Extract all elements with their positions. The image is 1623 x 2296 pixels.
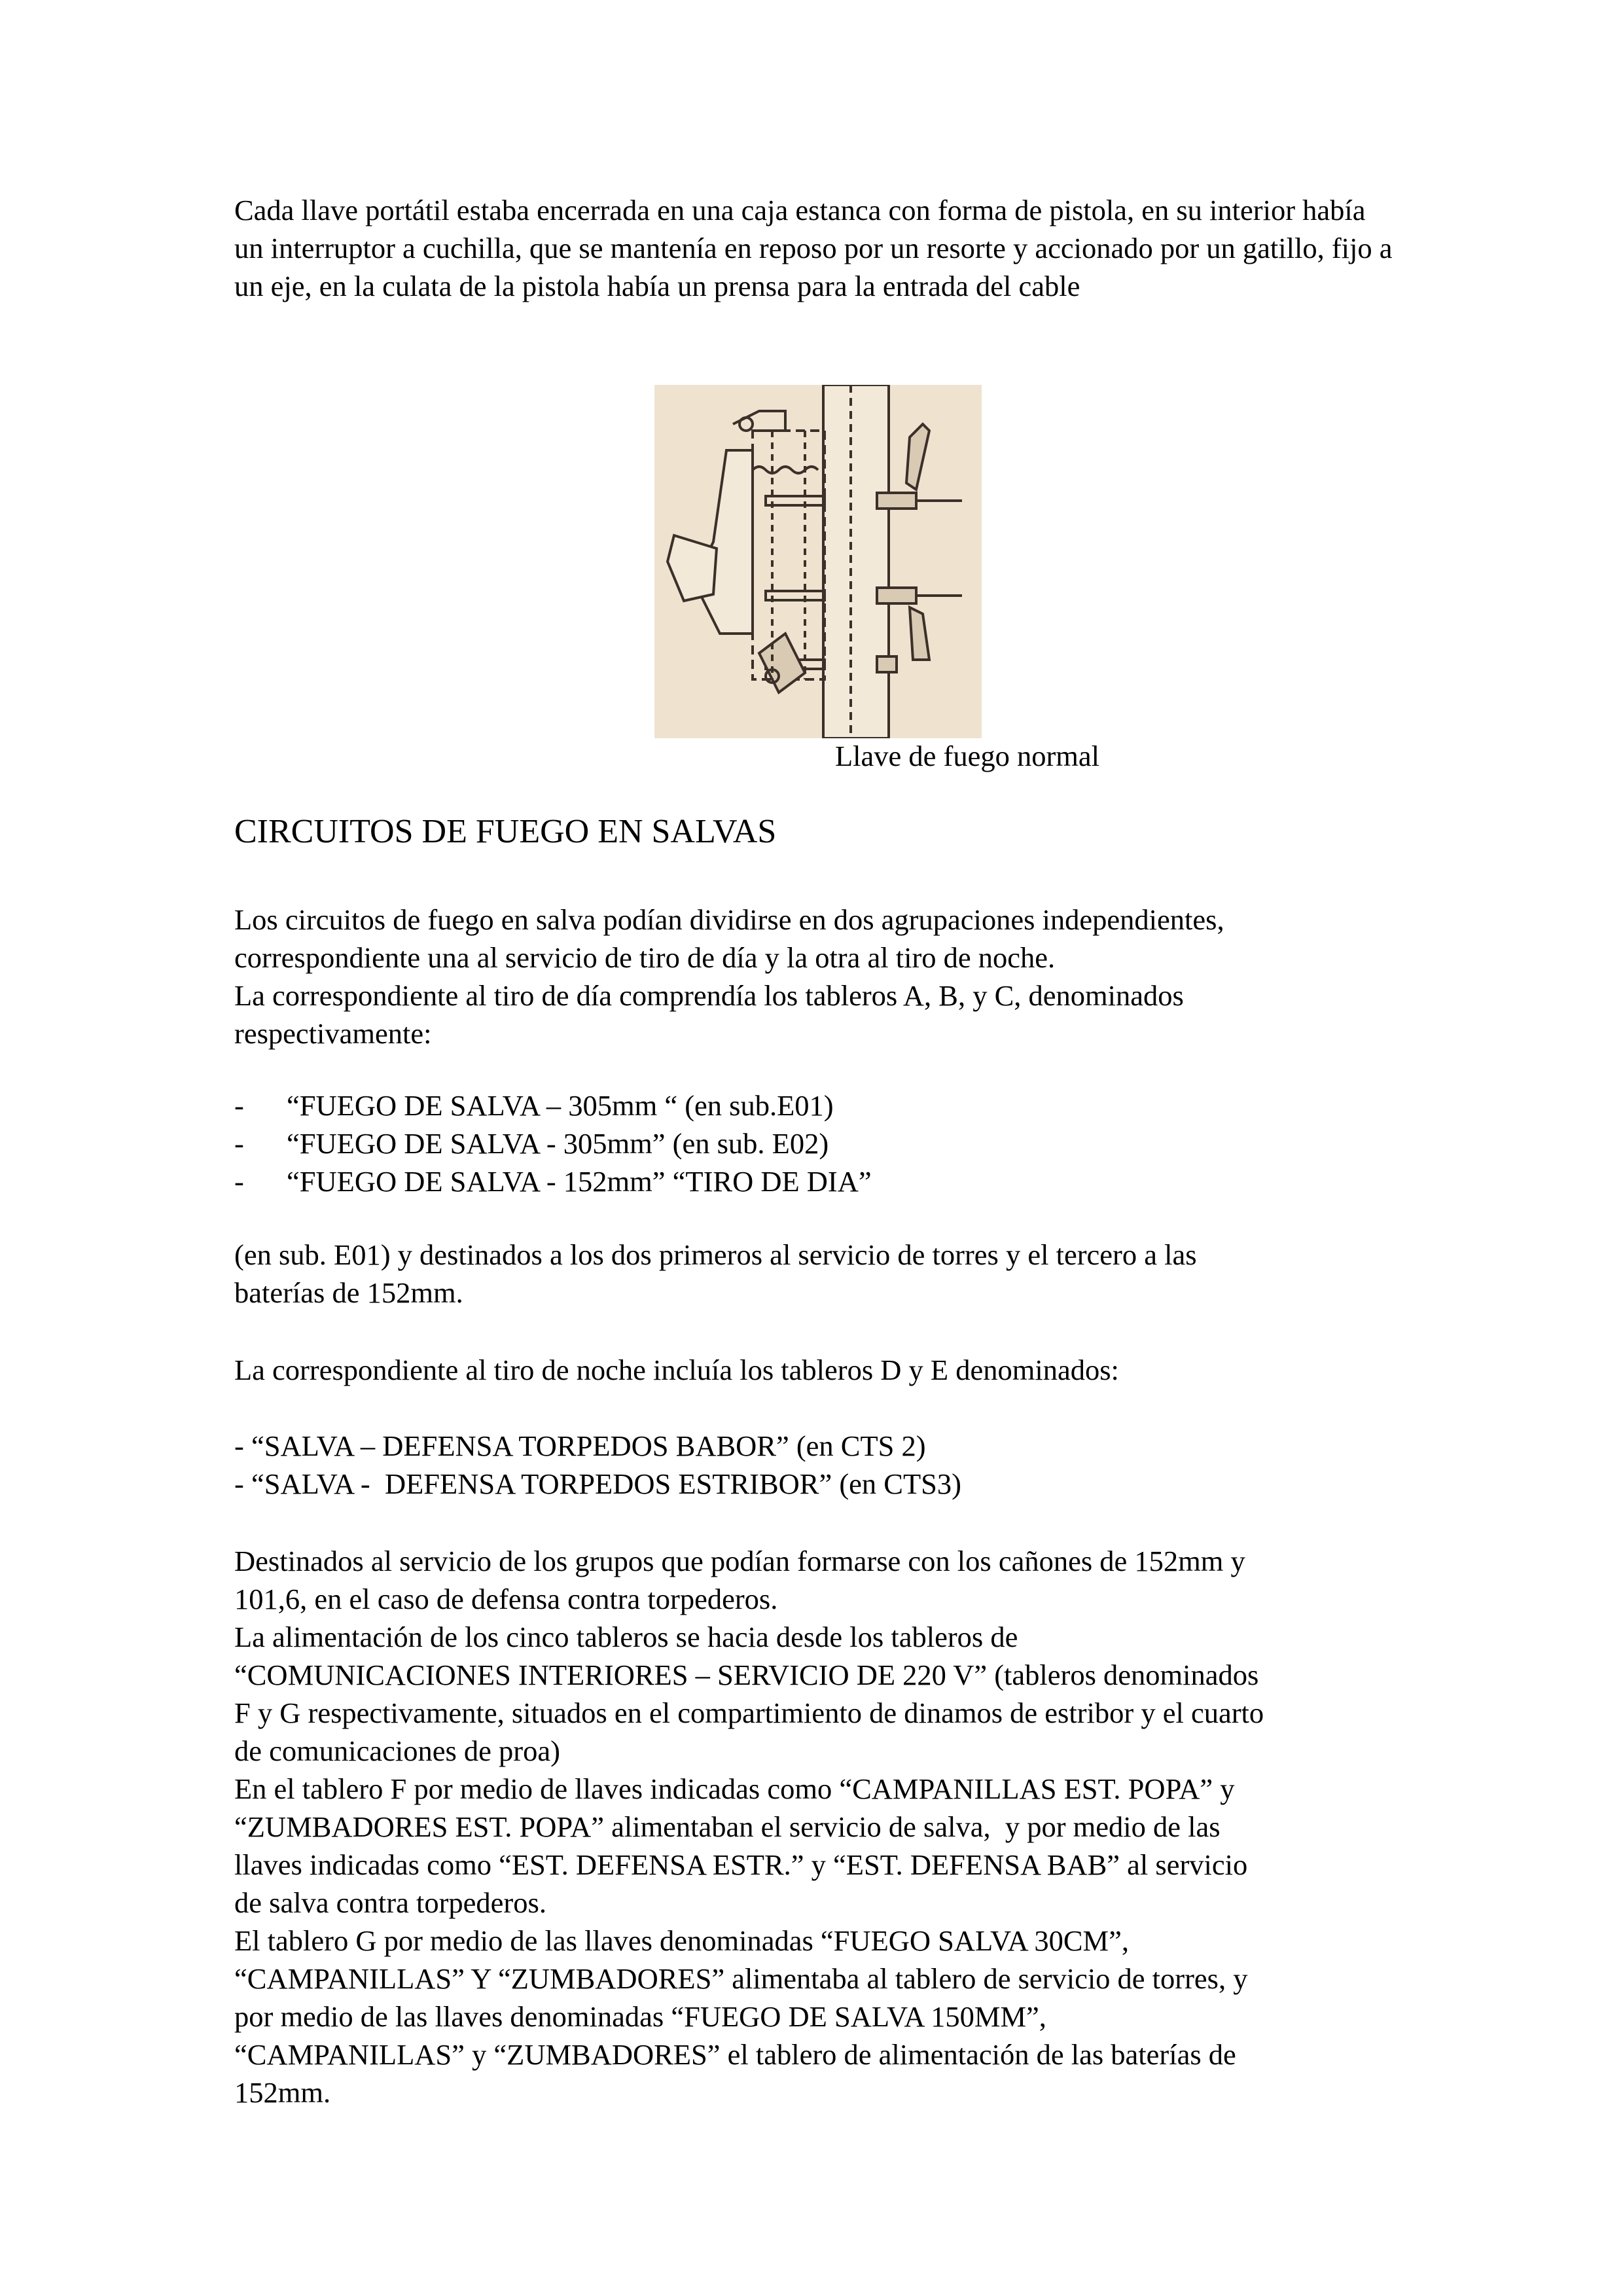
paragraph-5 bbox=[234, 1542, 1399, 2111]
text-line: El tablero G por medio de las llaves denominadas “FUEGO SALVA 30CM”, bbox=[234, 1924, 1129, 1957]
figure-caption: Llave de fuego normal bbox=[834, 740, 1100, 772]
list-item bbox=[234, 1162, 1399, 1200]
paragraph-4 bbox=[234, 1351, 1399, 1389]
list-dash: - bbox=[234, 1165, 244, 1198]
text-line: (en sub. E01) y destinados a los dos primeros al servicio de torres y el tercero a las bbox=[234, 1238, 1197, 1271]
mounting-plate bbox=[823, 385, 889, 738]
list-item bbox=[234, 1124, 1399, 1162]
list-item bbox=[234, 1086, 1399, 1124]
list-item-text: - “SALVA – DEFENSA TORPEDOS BABOR” (en CTS 2) bbox=[234, 1429, 926, 1462]
text-line: llaves indicadas como “EST. DEFENSA ESTR.” y “EST. DEFENSA BAB” al servicio bbox=[234, 1848, 1248, 1881]
text-line: por medio de las llaves denominadas “FUEGO DE SALVA 150MM”, bbox=[234, 2000, 1046, 2033]
text-line: de comunicaciones de proa) bbox=[234, 1734, 560, 1767]
text-line: En el tablero F por medio de llaves indicadas como “CAMPANILLAS EST. POPA” y bbox=[234, 1772, 1235, 1805]
text-line: baterías de 152mm. bbox=[234, 1276, 463, 1309]
text-line: 101,6, en el caso de defensa contra torpederos. bbox=[234, 1583, 778, 1615]
text-line: “ZUMBADORES EST. POPA” alimentaban el servicio de salva, y por medio de las bbox=[234, 1810, 1221, 1843]
text-line: Los circuitos de fuego en salva podían dividirse en dos agrupaciones independientes, bbox=[234, 903, 1224, 936]
night-boards-list bbox=[234, 1427, 1399, 1503]
paragraph-3 bbox=[234, 1236, 1399, 1312]
text-line: “COMUNICACIONES INTERIORES – SERVICIO DE 220 V” (tableros denominados bbox=[234, 1659, 1259, 1691]
text-line: La alimentación de los cinco tableros se hacia desde los tableros de bbox=[234, 1621, 1018, 1653]
list-dash: - bbox=[234, 1089, 244, 1122]
text-line: Destinados al servicio de los grupos que podían formarse con los cañones de 152mm y bbox=[234, 1545, 1245, 1577]
list-dash: - bbox=[234, 1127, 244, 1160]
text-line: “CAMPANILLAS” y “ZUMBADORES” el tablero de alimentación de las baterías de bbox=[234, 2038, 1236, 2071]
text-line: correspondiente una al servicio de tiro de día y la otra al tiro de noche. bbox=[234, 941, 1056, 974]
text-line: de salva contra torpederos. bbox=[234, 1886, 546, 1919]
text-line: respectivamente: bbox=[234, 1017, 432, 1050]
text-line: F y G respectivamente, situados en el compartimiento de dinamos de estribor y el cuarto bbox=[234, 1696, 1264, 1729]
text-line: 152mm. bbox=[234, 2076, 331, 2109]
fire-key-illustration bbox=[654, 385, 982, 738]
text-line: La correspondiente al tiro de día comprendía los tableros A, B, y C, denominados bbox=[234, 979, 1184, 1012]
list-item-text: “FUEGO DE SALVA – 305mm “ (en sub.E01) bbox=[287, 1089, 834, 1122]
list-item-text: “FUEGO DE SALVA - 305mm” (en sub. E02) bbox=[287, 1127, 829, 1160]
text-line: “CAMPANILLAS” Y “ZUMBADORES” alimentaba al tablero de servicio de torres, y bbox=[234, 1962, 1248, 1995]
paragraph-2 bbox=[234, 901, 1399, 1052]
salvo-boards-list bbox=[234, 1086, 1399, 1200]
intro-paragraph: Cada llave portátil estaba encerrada en una caja estanca con forma de pistola, en su interior había un interruptor a cuchilla, que se mantenía en reposo por un resorte y accionado por un gatillo, fijo a un eje, en la culata de la pistola había un prensa para la entrada del cable bbox=[234, 194, 1400, 302]
text-line: La correspondiente al tiro de noche incluía los tableros D y E denominados: bbox=[234, 1354, 1119, 1386]
list-item-text: - “SALVA - DEFENSA TORPEDOS ESTRIBOR” (en CTS3) bbox=[234, 1467, 961, 1500]
list-item-text: “FUEGO DE SALVA - 152mm” “TIRO DE DIA” bbox=[287, 1165, 872, 1198]
section-heading: CIRCUITOS DE FUEGO EN SALVAS bbox=[234, 813, 777, 850]
